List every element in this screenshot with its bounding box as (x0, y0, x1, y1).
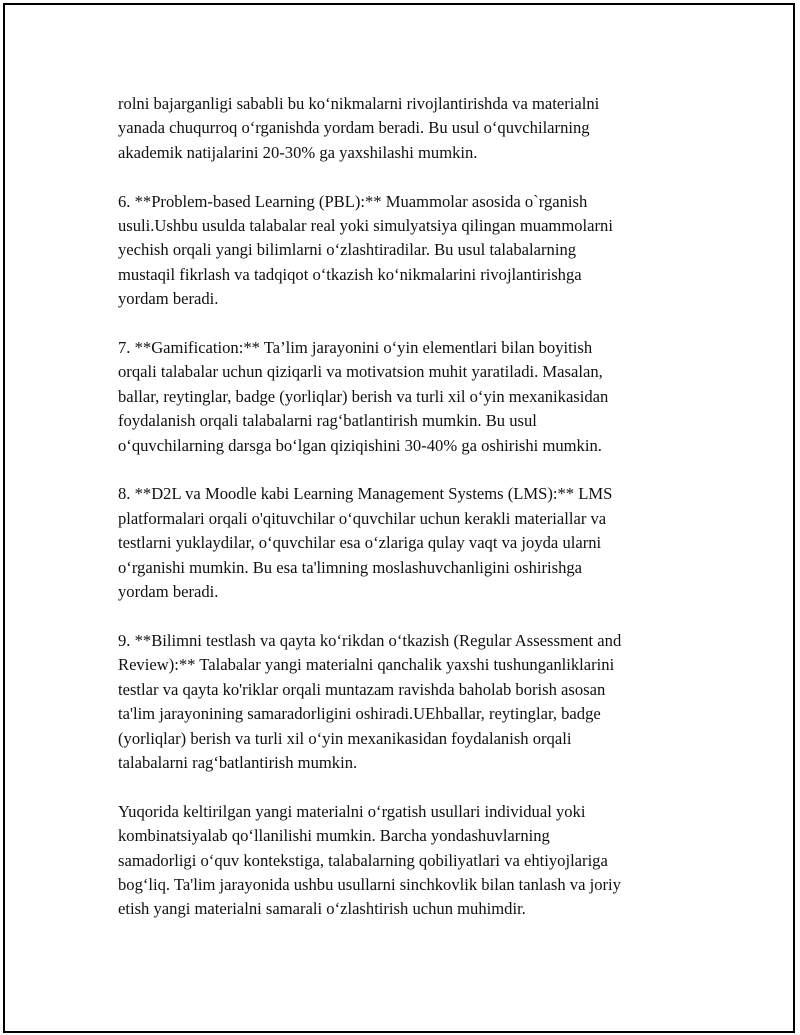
text-line: ballar, reytinglar, badge (yorliqlar) berish va turli xil o‘yin mexanikasidan (118, 386, 609, 406)
text-line: 6. **Problem-based Learning (PBL):** Muammolar asosida o`rganish (118, 191, 588, 211)
paragraph-item-8 (118, 482, 688, 604)
text-line: bog‘liq. Ta'lim jarayonida ushbu usullarni sinchkovlik bilan tanlash va joriy (118, 874, 621, 894)
text-line: ta'lim jarayonining samaradorligini oshiradi.UEhballar, reytinglar, badge (118, 704, 601, 724)
paragraph-continuation (118, 92, 688, 165)
text-line: akademik natijalarini 20-30% ga yaxshilashi mumkin. (118, 142, 478, 162)
text-line: etish yangi materialni samarali o‘zlashtirish uchun muhimdir. (118, 899, 526, 919)
text-line: foydalanish orqali talabalarni rag‘batlantirish mumkin. Bu usul (118, 411, 537, 431)
text-line: testlarni yuklaydilar, o‘quvchilar esa o‘zlariga qulay vaqt va joyda ularni (118, 533, 602, 553)
paragraph-item-7 (118, 336, 688, 458)
text-line: o‘quvchilarning darsga bo‘lgan qiziqishini 30-40% ga oshirishi mumkin. (118, 435, 602, 455)
text-line: testlar va qayta ko'riklar orqali muntazam ravishda baholab borish asosan (118, 679, 606, 699)
text-line: yordam beradi. (118, 289, 219, 309)
text-line: yordam beradi. (118, 582, 219, 602)
text-line: (yorliqlar) berish va turli xil o‘yin mexanikasidan foydalanish orqali (118, 728, 572, 748)
paragraph-item-9 (118, 629, 688, 775)
text-line: rolni bajarganligi sababli bu ko‘nikmalarni rivojlantirishda va materialni (118, 94, 600, 113)
paragraph-conclusion (118, 800, 688, 922)
text-line: usuli.Ushbu usulda talabalar real yoki simulyatsiya qilingan muammolarni (118, 216, 613, 236)
text-line: mustaqil fikrlash va tadqiqot o‘tkazish ko‘nikmalarini rivojlantirishga (118, 264, 582, 284)
text-line: 9. **Bilimni testlash va qayta ko‘rikdan o‘tkazish (Regular Assessment and (118, 630, 622, 650)
text-line: talabalarni rag‘batlantirish mumkin. (118, 752, 358, 772)
text-line: kombinatsiyalab qo‘llanilishi mumkin. Barcha yondashuvlarning (118, 826, 550, 846)
text-line: orqali talabalar uchun qiziqarli va motivatsion muhit yaratiladi. Masalan, (118, 362, 603, 382)
text-line: yechish orqali yangi bilimlarni o‘zlashtiradilar. Bu usul talabalarning (118, 240, 577, 260)
text-line: platformalari orqali o'qituvchilar o‘quvchilar uchun kerakli materiallar va (118, 508, 607, 528)
text-line: samadorligi o‘quv kontekstiga, talabalarning qobiliyatlari va ehtiyojlariga (118, 850, 608, 870)
document-body (118, 92, 688, 946)
text-line: 8. **D2L va Moodle kabi Learning Management Systems (LMS):** LMS (118, 484, 613, 504)
text-line: Review):** Talabalar yangi materialni qanchalik yaxshi tushunganliklarini (118, 655, 615, 675)
text-line: Yuqorida keltirilgan yangi materialni o‘rgatish usullari individual yoki (118, 801, 586, 821)
text-line: yanada chuqurroq o‘rganishda yordam beradi. Bu usul o‘quvchilarning (118, 118, 590, 138)
paragraph-item-6 (118, 190, 688, 312)
text-line: 7. **Gamification:** Ta’lim jarayonini o‘yin elementlari bilan boyitish (118, 338, 593, 358)
text-line: o‘rganishi mumkin. Bu esa ta'limning moslashuvchanligini oshirishga (118, 557, 583, 577)
